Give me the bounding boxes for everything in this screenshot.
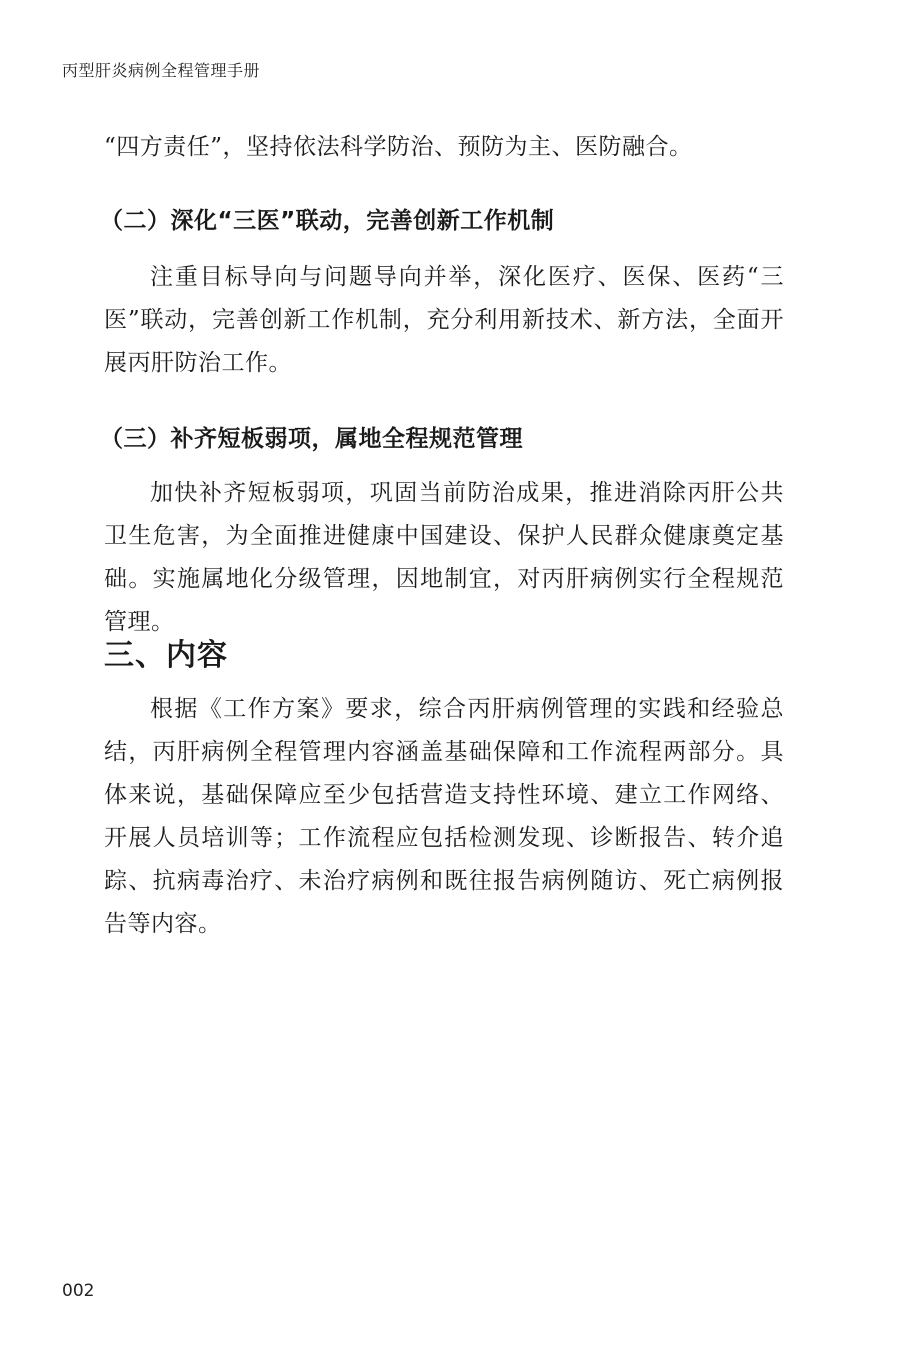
section-heading-3: 三、内容 xyxy=(104,638,228,673)
running-header: 丙型肝炎病例全程管理手册 xyxy=(62,61,261,80)
header-divider xyxy=(62,92,838,93)
subheading-2: （二）深化“三医”联动，完善创新工作机制 xyxy=(100,208,555,234)
paragraph-2: 注重目标导向与问题导向并举，深化医疗、医保、医药“三医”联动，完善创新工作机制，充分利用新技术、新方法，全面开展丙肝防治工作。 xyxy=(104,264,784,376)
paragraph-4: 根据《工作方案》要求，综合丙肝病例管理的实践和经验总结，丙肝病例全程管理内容涵盖基础保障和工作流程两部分。具体来说，基础保障应至少包括营造支持性环境、建立工作网络、开展人员培训等；工作流程应包括检测发现、诊断报告、转介追踪、抗病毒治疗、未治疗病例和既往报告病例随访、死亡病例报告等内容。 xyxy=(104,696,784,937)
paragraph-3: 加快补齐短板弱项，巩固当前防治成果，推进消除丙肝公共卫生危害，为全面推进健康中国建设、保护人民群众健康奠定基础。实施属地化分级管理，因地制宜，对丙肝病例实行全程规范管理。 xyxy=(104,480,784,635)
paragraph-continuation: “四方责任”，坚持依法科学防治、预防为主、医防融合。 xyxy=(104,134,693,160)
subheading-3: （三）补齐短板弱项，属地全程规范管理 xyxy=(100,426,523,452)
page-number: 002 xyxy=(62,1281,95,1301)
